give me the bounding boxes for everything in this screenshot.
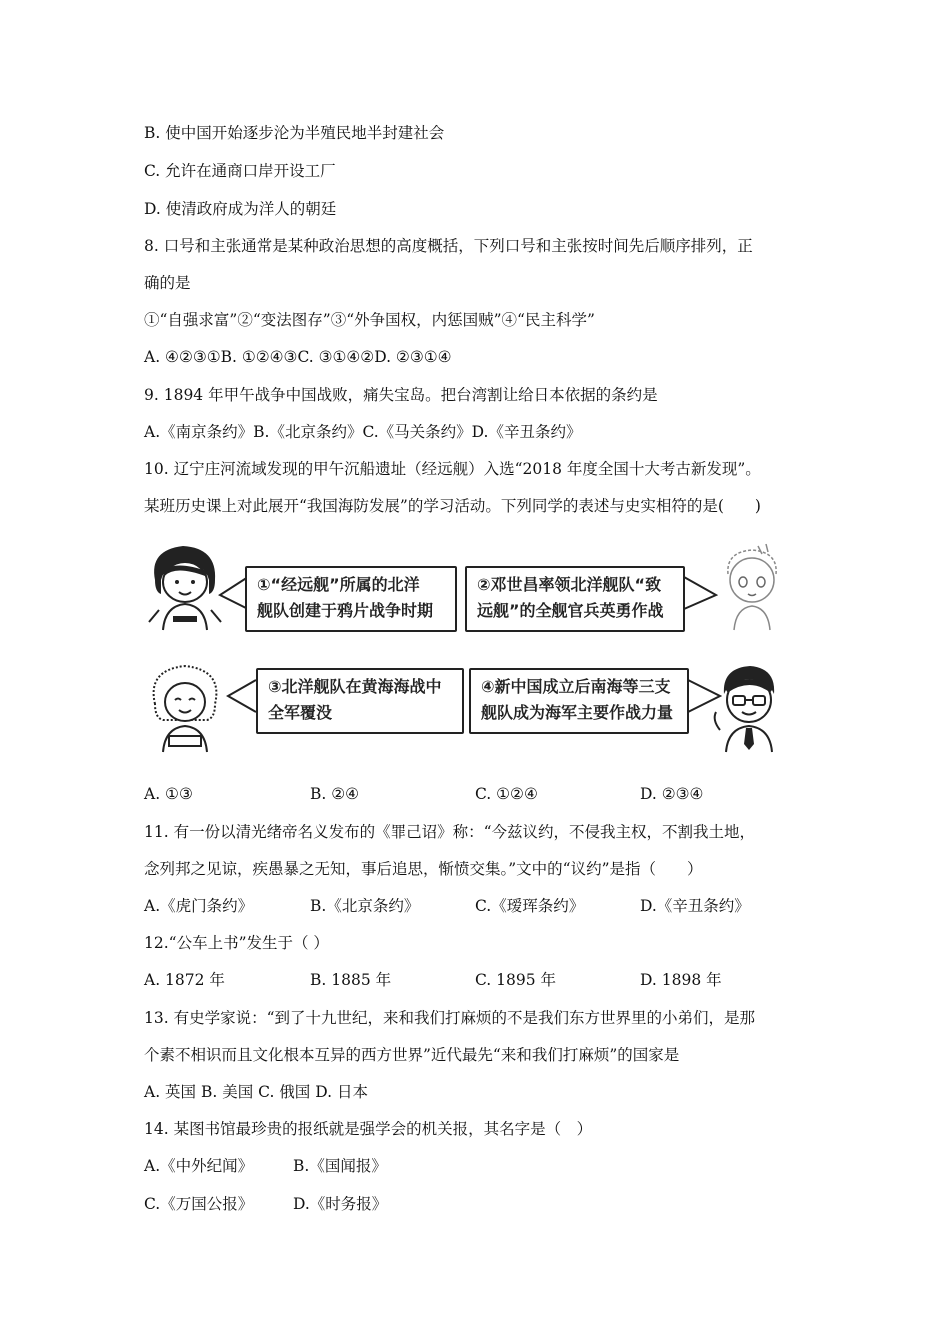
question-10-stem-cont: 某班历史课上对此展开“我国海防发展”的学习活动。下列同学的表述与史实相符的是( ): [144, 497, 761, 515]
question-10-option-c: C. ①②④: [475, 785, 538, 803]
question-11-stem: 11. 有一份以清光绪帝名义发布的《罪己诏》称：“今兹议约，不侵我主权，不割我土地，: [144, 823, 756, 841]
question-8-stem-cont: 确的是: [144, 274, 191, 292]
student-boy-1-illustration: [712, 540, 792, 632]
bubble-2-line-1: ②邓世昌率领北洋舰队“致: [477, 575, 662, 594]
question-8-options: A. ④②③①B. ①②④③C. ③①④②D. ②③①④: [144, 348, 452, 366]
question-10-option-b: B. ②④: [310, 785, 360, 803]
question-10-stem: 10. 辽宁庄河流域发现的甲午沉船遗址（经远舰）入选“2018 年度全国十大考古新发现”。: [144, 460, 761, 478]
question-12-option-b: B. 1885 年: [310, 971, 392, 989]
question-11-option-c: C.《瑷珲条约》: [475, 897, 585, 915]
question-14-option-c: C.《万国公报》: [144, 1195, 254, 1213]
question-12-option-c: C. 1895 年: [475, 971, 557, 989]
question-11-option-b: B.《北京条约》: [310, 897, 420, 915]
question-8-stem: 8. 口号和主张通常是某种政治思想的高度概括，下列口号和主张按时间先后顺序排列，正: [144, 237, 753, 255]
bubble-1-line-2: 舰队创建于鸦片战争时期: [257, 601, 434, 620]
question-9-stem: 9. 1894 年甲午战争中国战败，痛失宝岛。把台湾割让给日本依据的条约是: [144, 386, 658, 404]
bubble-4-line-1: ④新中国成立后南海等三支: [481, 677, 671, 696]
bubble-3-tail: [226, 678, 258, 714]
bubble-4-tail: [686, 678, 722, 714]
question-14-stem: 14. 某图书馆最珍贵的报纸就是强学会的机关报，其名字是（ ）: [144, 1120, 593, 1138]
question-10-option-d: D. ②③④: [640, 785, 704, 803]
question-9-options: A.《南京条约》B.《北京条约》C.《马关条约》D.《辛丑条约》: [144, 423, 582, 441]
question-14-option-d: D.《时务报》: [293, 1195, 388, 1213]
question-11-option-d: D.《辛丑条约》: [640, 897, 750, 915]
question-11-option-a: A.《虎门条约》: [144, 897, 254, 915]
option-c-prev: C. 允许在通商口岸开设工厂: [144, 162, 336, 180]
bubble-3-line-2: 全军覆没: [268, 703, 333, 722]
question-12-option-d: D. 1898 年: [640, 971, 722, 989]
option-b-prev: B. 使中国开始逐步沦为半殖民地半封建社会: [144, 124, 445, 142]
question-13-options: A. 英国 B. 美国 C. 俄国 D. 日本: [144, 1083, 368, 1101]
question-11-stem-cont: 念列邦之见谅，疾愚暴之无知，事后追思，惭愤交集。”文中的“议约”是指（ ）: [144, 860, 703, 878]
student-girl-1-illustration: [145, 540, 225, 632]
question-14-option-a: A.《中外纪闻》: [144, 1157, 254, 1175]
bubble-2-line-2: 远舰”的全舰官兵英勇作战: [477, 601, 664, 620]
speech-bubble-1: [245, 566, 457, 632]
bubble-4-line-2: 舰队成为海军主要作战力量: [481, 703, 674, 722]
question-13-stem: 13. 有史学家说：“到了十九世纪，来和我们打麻烦的不是我们东方世界里的小弟们，是那: [144, 1009, 756, 1027]
question-8-items: ①“自强求富”②“变法图存”③“外争国权，内惩国贼”④“民主科学”: [144, 311, 595, 329]
question-13-stem-cont: 个素不相识而且文化根本互异的西方世界”近代最先“来和我们打麻烦”的国家是: [144, 1046, 680, 1064]
bubble-3-line-1: ③北洋舰队在黄海海战中: [268, 677, 442, 696]
student-girl-2-illustration: [145, 658, 225, 754]
question-12-option-a: A. 1872 年: [144, 971, 225, 989]
option-d-prev: D. 使清政府成为洋人的朝廷: [144, 200, 337, 218]
question-12-stem: 12.“公车上书”发生于（ ）: [144, 934, 329, 952]
question-14-option-b: B.《国闻报》: [293, 1157, 387, 1175]
bubble-2-tail: [682, 575, 718, 611]
speech-bubble-2: [465, 566, 685, 632]
speech-bubble-4: [469, 668, 689, 734]
speech-bubble-3: [256, 668, 464, 734]
bubble-1-line-1: ①“经远舰”所属的北洋: [257, 575, 420, 594]
question-10-option-a: A. ①③: [144, 785, 193, 803]
